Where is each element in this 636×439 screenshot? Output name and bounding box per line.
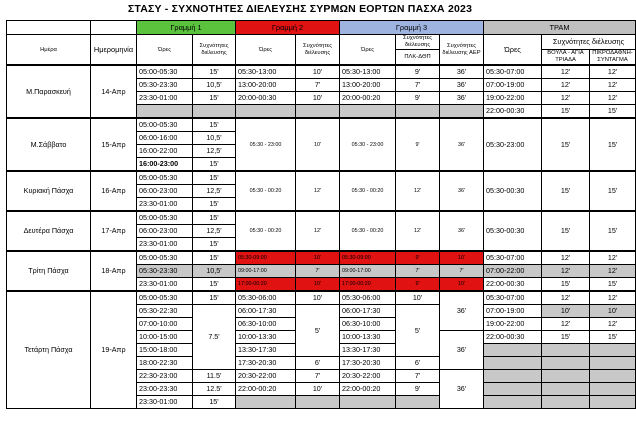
l3-hours: 13:30-17:30 xyxy=(340,344,396,357)
tram-freq-1: 12' xyxy=(542,291,590,305)
empty-cell xyxy=(542,357,590,370)
line3-sub-header: ΠΛΚ-ΔΘΠ xyxy=(396,50,440,66)
l1-hours: 05:30-23:30 xyxy=(137,79,193,92)
l3-freq: 7' xyxy=(396,79,440,92)
l3-freq: 9' xyxy=(396,65,440,79)
l3-aer: 36' xyxy=(440,370,484,409)
day-name: Μ.Παρασκευή xyxy=(7,65,91,118)
l1-freq: 15' xyxy=(193,278,236,292)
l2-hours: 13:00-20:00 xyxy=(236,79,296,92)
l1-freq: 15' xyxy=(193,158,236,172)
table-row xyxy=(7,171,636,185)
line3-freq-header: Συχνότητες διέλευσης xyxy=(396,35,440,50)
tram-freq-2: 12' xyxy=(590,92,636,105)
l3-aer: 36' xyxy=(440,211,484,251)
l1-hours: 06:00-23:00 xyxy=(137,225,193,238)
l3-freq: 10' xyxy=(396,291,440,305)
tram-freq-2: 12' xyxy=(590,251,636,265)
l1-freq: 12.5' xyxy=(193,383,236,396)
line1-hours-header: Ώρες xyxy=(137,35,193,66)
l1-freq: 15' xyxy=(193,251,236,265)
l1-freq: 15' xyxy=(193,65,236,79)
empty-cell xyxy=(440,105,484,119)
l2-freq: 12' xyxy=(296,171,340,211)
l1-hours: 16:00-22:00 xyxy=(137,145,193,158)
tram-sub2-header: ΠΙΚΡΟΔΑΦΝΗ-ΣΥΝΤΑΓΜΑ xyxy=(590,50,636,66)
l2-hours: 20:00-00:30 xyxy=(236,92,296,105)
tram-freq-2: 15' xyxy=(590,105,636,119)
l3-freq: 9' xyxy=(396,278,440,292)
l2-freq: 6' xyxy=(296,357,340,370)
table-row xyxy=(7,291,636,305)
l1-hours: 23:30-01:00 xyxy=(137,92,193,105)
l1-freq: 15' xyxy=(193,92,236,105)
line2-freq-header: Συχνότητες διέλευσης xyxy=(296,35,340,66)
l1-hours: 05:00-05:30 xyxy=(137,118,193,132)
l1-freq: 15' xyxy=(193,211,236,225)
l3-hours: 13:00-20:00 xyxy=(340,79,396,92)
day-name: Τετάρτη Πάσχα xyxy=(7,291,91,409)
l2-hours: 05:30 - 23:00 xyxy=(236,118,296,171)
l3-freq: 5' xyxy=(396,305,440,357)
schedule-table xyxy=(6,20,636,409)
l2-freq: 10' xyxy=(296,251,340,265)
header-row-lines xyxy=(7,21,636,35)
l1-hours: 05:00-05:30 xyxy=(137,291,193,305)
l3-freq: 9' xyxy=(396,251,440,265)
l2-hours: 06:00-17:30 xyxy=(236,305,296,318)
l3-hours: 05:30 - 23:00 xyxy=(340,118,396,171)
empty-cell xyxy=(542,344,590,357)
tram-freq-2: 12' xyxy=(590,318,636,331)
empty-cell xyxy=(340,105,396,119)
l2-hours: 09:00-17:00 xyxy=(236,265,296,278)
l1-hours: 05:00-05:30 xyxy=(137,171,193,185)
tram-freq-2: 15' xyxy=(590,211,636,251)
l3-hours: 05:30-13:00 xyxy=(340,65,396,79)
l3-hours: 22:00-00:20 xyxy=(340,383,396,396)
tram-freq-2: 15' xyxy=(590,278,636,292)
empty-cell xyxy=(484,396,542,409)
empty-cell xyxy=(137,105,193,119)
l3-freq: 9' xyxy=(396,383,440,396)
line3-aer-header: Συχνότητες διέλευσης ΑΕΡ xyxy=(440,35,484,66)
l1-hours: 22:30-23:00 xyxy=(137,370,193,383)
l3-aer: 36' xyxy=(440,92,484,105)
l1-freq: 15' xyxy=(193,291,236,305)
l1-hours: 16:00-23:00 xyxy=(137,158,193,172)
tram-hours: 19:00-22:00 xyxy=(484,92,542,105)
day-date: 18-Απρ xyxy=(91,251,137,291)
l2-freq: 10' xyxy=(296,383,340,396)
l1-freq: 15' xyxy=(193,118,236,132)
l1-freq: 7.5' xyxy=(193,305,236,370)
page-title: ΣΤΑΣΥ - ΣΥΧΝΟΤΗΤΕΣ ΔΙΕΛΕΥΣΗΣ ΣΥΡΜΩΝ ΕΟΡΤΩΝ ΠΑΣΧΑ 2023 xyxy=(127,3,473,15)
l1-freq: 15' xyxy=(193,171,236,185)
l2-freq: 7' xyxy=(296,370,340,383)
l1-freq: 15' xyxy=(193,238,236,252)
empty-cell xyxy=(590,357,636,370)
tram-hours: 05:30-07:00 xyxy=(484,291,542,305)
tram-freq-2: 15' xyxy=(590,118,636,171)
tram-freq-1: 12' xyxy=(542,92,590,105)
l3-hours: 05:30-06:00 xyxy=(340,291,396,305)
l3-aer: 10' xyxy=(440,278,484,292)
l1-hours: 18:00-22:30 xyxy=(137,357,193,370)
tram-freq-2: 12' xyxy=(590,65,636,79)
tram-hours: 07:00-19:00 xyxy=(484,305,542,318)
l3-aer: 36' xyxy=(440,118,484,171)
line3-header: Γραμμή 3 xyxy=(340,21,484,35)
l3-hours: 05:30-09:00 xyxy=(340,251,396,265)
empty-cell xyxy=(396,396,440,409)
empty-cell xyxy=(484,344,542,357)
tram-freq-header: Συχνότητες διέλευσης xyxy=(542,35,636,50)
l1-hours: 10:00-15:00 xyxy=(137,331,193,344)
tram-freq-2: 15' xyxy=(590,331,636,344)
empty-cell xyxy=(542,383,590,396)
table-row xyxy=(7,65,636,79)
tram-sub1-header: ΒΟΥΛΑ - ΑΓΙΑ ΤΡΙΑΔΑ xyxy=(542,50,590,66)
l3-freq: 12' xyxy=(396,171,440,211)
l1-freq: 10,5' xyxy=(193,265,236,278)
tram-hours: 07:00-19:00 xyxy=(484,79,542,92)
l1-freq: 15' xyxy=(193,198,236,212)
l1-hours: 23:30-01:00 xyxy=(137,396,193,409)
l1-hours: 05:00-05:30 xyxy=(137,251,193,265)
empty-cell xyxy=(340,396,396,409)
l2-hours: 05:30 - 00:20 xyxy=(236,171,296,211)
empty-cell xyxy=(296,105,340,119)
line3-hours-header: Ώρες xyxy=(340,35,396,66)
l1-freq: 15' xyxy=(193,396,236,409)
tram-freq-1: 15' xyxy=(542,171,590,211)
l3-hours: 05:30 - 00:20 xyxy=(340,171,396,211)
day-date: 17-Απρ xyxy=(91,211,137,251)
l2-freq: 10' xyxy=(296,65,340,79)
tram-freq-1: 12' xyxy=(542,65,590,79)
tram-hours: 22:00-00:30 xyxy=(484,105,542,119)
day-date: 19-Απρ xyxy=(91,291,137,409)
empty-cell xyxy=(484,383,542,396)
l1-freq: 10,5' xyxy=(193,132,236,145)
l2-hours: 05:30-06:00 xyxy=(236,291,296,305)
tram-hours: 22:00-00:30 xyxy=(484,278,542,292)
tram-freq-2: 10' xyxy=(590,305,636,318)
empty-cell xyxy=(193,105,236,119)
l3-aer: 36' xyxy=(440,291,484,331)
l1-hours: 05:30-23:30 xyxy=(137,265,193,278)
l3-aer: 7' xyxy=(440,265,484,278)
l2-freq: 7' xyxy=(296,79,340,92)
l3-hours: 06:30-10:00 xyxy=(340,318,396,331)
tram-header: ΤΡΑΜ xyxy=(484,21,636,35)
empty-cell xyxy=(590,396,636,409)
l2-freq: 10' xyxy=(296,291,340,305)
l3-hours: 09:00-17:00 xyxy=(340,265,396,278)
l2-hours: 17:00-00:20 xyxy=(236,278,296,292)
l2-freq: 12' xyxy=(296,211,340,251)
l3-freq: 6' xyxy=(396,357,440,370)
tram-hours: 05:30-07:00 xyxy=(484,65,542,79)
l2-freq: 10' xyxy=(296,118,340,171)
tram-freq-1: 12' xyxy=(542,318,590,331)
empty-cell xyxy=(236,105,296,119)
empty-cell xyxy=(296,396,340,409)
l3-freq: 9' xyxy=(396,92,440,105)
tram-freq-1: 12' xyxy=(542,251,590,265)
l3-hours: 10:00-13:30 xyxy=(340,331,396,344)
l1-hours: 23:00-23:30 xyxy=(137,383,193,396)
day-date: 15-Απρ xyxy=(91,118,137,171)
l3-aer: 36' xyxy=(440,65,484,79)
l3-aer: 10' xyxy=(440,251,484,265)
day-date: 16-Απρ xyxy=(91,171,137,211)
tram-freq-2: 12' xyxy=(590,265,636,278)
l1-hours: 05:30-22:30 xyxy=(137,305,193,318)
l1-hours: 06:00-23:00 xyxy=(137,185,193,198)
l3-freq: 7' xyxy=(396,370,440,383)
tram-hours: 05:30-00:30 xyxy=(484,171,542,211)
l1-hours: 05:00-05:30 xyxy=(137,65,193,79)
line2-header: Γραμμή 2 xyxy=(236,21,340,35)
line1-freq-header: Συχνότητες διέλευσης xyxy=(193,35,236,66)
l1-hours: 15:00-18:00 xyxy=(137,344,193,357)
l3-freq: 12' xyxy=(396,211,440,251)
l3-freq: 9' xyxy=(396,118,440,171)
tram-freq-1: 15' xyxy=(542,331,590,344)
l3-aer: 36' xyxy=(440,331,484,370)
tram-hours: 22:00-00:30 xyxy=(484,331,542,344)
l2-freq: 10' xyxy=(296,92,340,105)
day-name: Τρίτη Πάσχα xyxy=(7,251,91,291)
day-date: 14-Απρ xyxy=(91,65,137,118)
empty-cell xyxy=(590,370,636,383)
tram-hours: 07:00-22:00 xyxy=(484,265,542,278)
empty-cell xyxy=(396,105,440,119)
l3-hours: 17:30-20:30 xyxy=(340,357,396,370)
tram-freq-1: 15' xyxy=(542,118,590,171)
day-name: Κυριακή Πάσχα xyxy=(7,171,91,211)
l3-hours: 05:30 - 00:20 xyxy=(340,211,396,251)
l2-hours: 13:30-17:30 xyxy=(236,344,296,357)
tram-freq-1: 15' xyxy=(542,105,590,119)
tram-hours: 05:30-07:00 xyxy=(484,251,542,265)
l2-freq: 10' xyxy=(296,278,340,292)
table-row xyxy=(7,118,636,132)
day-name: Μ.Σάββατο xyxy=(7,118,91,171)
empty-cell xyxy=(484,370,542,383)
header-row-columns xyxy=(7,35,636,50)
l1-hours: 23:30-01:00 xyxy=(137,198,193,212)
l1-hours: 05:00-05:30 xyxy=(137,211,193,225)
tram-freq-1: 10' xyxy=(542,305,590,318)
tram-freq-2: 15' xyxy=(590,171,636,211)
l1-freq: 12,5' xyxy=(193,145,236,158)
l3-freq: 7' xyxy=(396,265,440,278)
l3-aer: 36' xyxy=(440,171,484,211)
empty-cell xyxy=(590,344,636,357)
tram-freq-1: 15' xyxy=(542,211,590,251)
l1-hours: 23:30-01:00 xyxy=(137,278,193,292)
l1-freq: 12,5' xyxy=(193,225,236,238)
l3-hours: 17:00-00:20 xyxy=(340,278,396,292)
l2-hours: 10:00-13:30 xyxy=(236,331,296,344)
day-column-header: Ημέρα xyxy=(7,35,91,66)
line1-header: Γραμμή 1 xyxy=(137,21,236,35)
tram-freq-1: 12' xyxy=(542,265,590,278)
line2-hours-header: Ώρες xyxy=(236,35,296,66)
l3-hours: 20:00-00:20 xyxy=(340,92,396,105)
l2-hours: 20:30-22:00 xyxy=(236,370,296,383)
l2-hours: 05:30 - 00:20 xyxy=(236,211,296,251)
l2-hours: 06:30-10:00 xyxy=(236,318,296,331)
tram-hours: 19:00-22:00 xyxy=(484,318,542,331)
empty-cell xyxy=(484,357,542,370)
empty-cell xyxy=(542,370,590,383)
day-name: Δευτέρα Πάσχα xyxy=(7,211,91,251)
l2-hours: 05:30-09:00 xyxy=(236,251,296,265)
l2-freq: 7' xyxy=(296,265,340,278)
l2-hours: 22:00-00:20 xyxy=(236,383,296,396)
l1-freq: 12,5' xyxy=(193,185,236,198)
l1-hours: 23:30-01:00 xyxy=(137,238,193,252)
tram-freq-2: 12' xyxy=(590,291,636,305)
l1-hours: 07:00-10:00 xyxy=(137,318,193,331)
empty-cell xyxy=(236,396,296,409)
l1-freq: 10,5' xyxy=(193,79,236,92)
tram-freq-1: 12' xyxy=(542,79,590,92)
empty-cell xyxy=(590,383,636,396)
date-column-header: Ημερομηνία xyxy=(91,35,137,66)
table-row xyxy=(7,251,636,265)
l3-hours: 06:00-17:30 xyxy=(340,305,396,318)
l2-hours: 17:30-20:30 xyxy=(236,357,296,370)
l2-freq: 5' xyxy=(296,305,340,357)
tram-hours: 05:30-23:00 xyxy=(484,118,542,171)
table-row xyxy=(7,211,636,225)
l3-hours: 20:30-22:00 xyxy=(340,370,396,383)
l1-hours: 06:00-16:00 xyxy=(137,132,193,145)
tram-freq-2: 12' xyxy=(590,79,636,92)
empty-cell xyxy=(542,396,590,409)
tram-hours-header: Ώρες xyxy=(484,35,542,66)
tram-freq-1: 15' xyxy=(542,278,590,292)
tram-hours: 05:30-00:30 xyxy=(484,211,542,251)
l2-hours: 05:30-13:00 xyxy=(236,65,296,79)
l1-freq: 11.5' xyxy=(193,370,236,383)
l3-aer: 36' xyxy=(440,79,484,92)
